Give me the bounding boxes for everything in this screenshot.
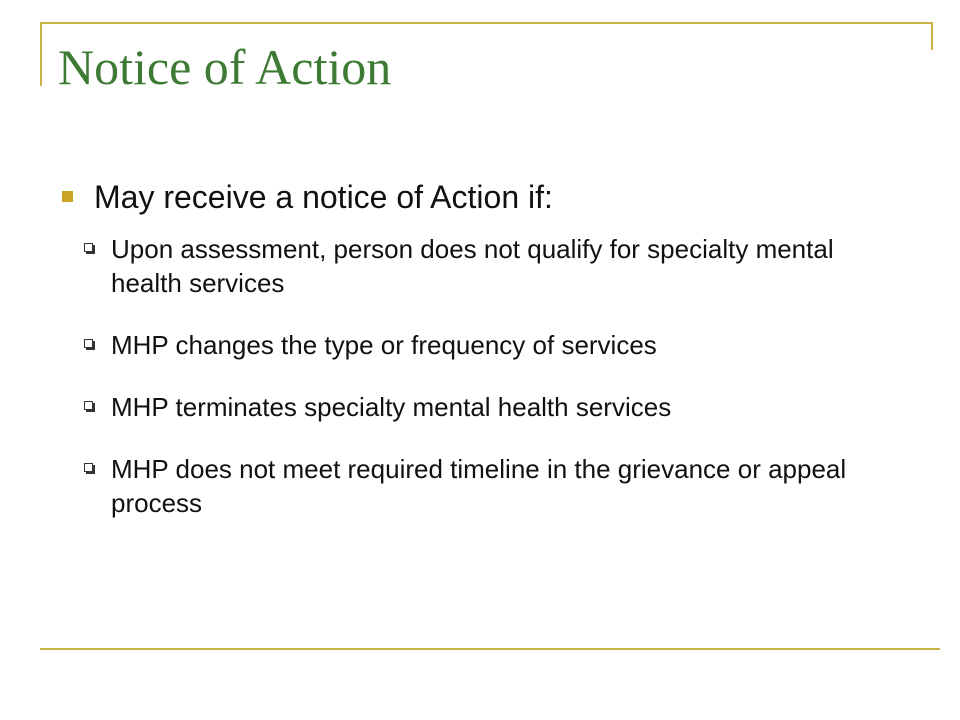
sub-bullet-text: MHP terminates specialty mental health services (111, 392, 672, 422)
sub-bullet-item (84, 328, 918, 362)
frame-bottom-line (40, 648, 940, 650)
sub-bullet-item (84, 232, 918, 300)
sub-bullet-item (84, 390, 918, 424)
frame-right-line (931, 22, 933, 50)
hollow-square-bullet-icon (84, 243, 95, 254)
sub-bullet-text: MHP does not meet required timeline in the grievance or appeal process (111, 454, 847, 518)
slide-title: Notice of Action (58, 39, 392, 95)
slide-body (58, 176, 918, 548)
hollow-square-bullet-icon (84, 339, 95, 350)
frame-left-line (40, 22, 42, 86)
main-bullet-text: May receive a notice of Action if: (94, 179, 553, 215)
hollow-square-bullet-icon (84, 401, 95, 412)
sub-bullet-text: MHP changes the type or frequency of services (111, 330, 657, 360)
sub-bullet-list (58, 232, 918, 520)
main-bullet (58, 176, 918, 218)
frame-top-line (40, 22, 932, 24)
square-bullet-icon (62, 191, 73, 202)
hollow-square-bullet-icon (84, 463, 95, 474)
sub-bullet-text: Upon assessment, person does not qualify for specialty mental health services (111, 234, 834, 298)
sub-bullet-item (84, 452, 918, 520)
